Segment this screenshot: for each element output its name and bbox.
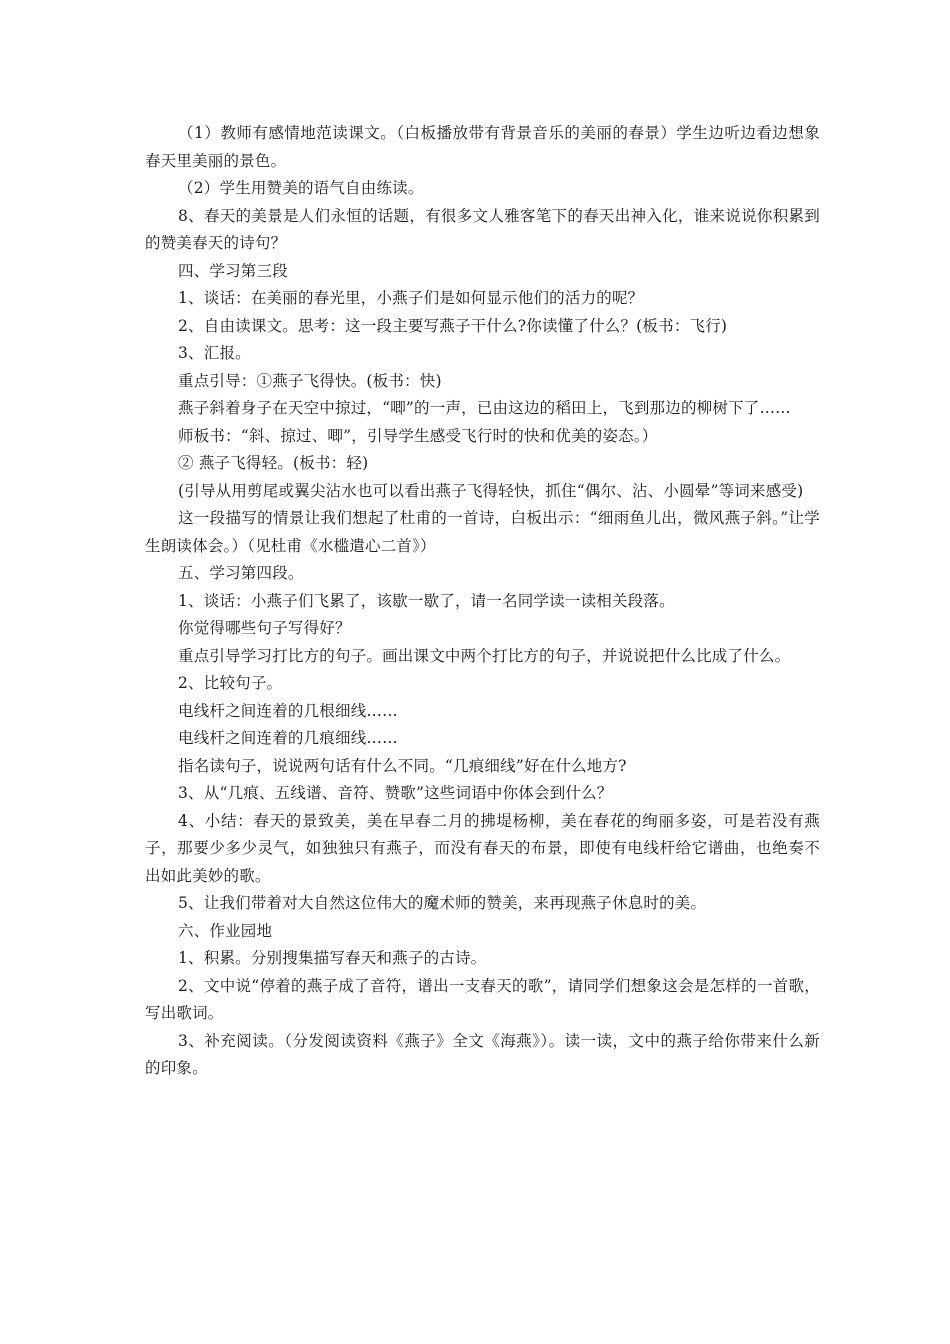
paragraph: 2、文中说“停着的燕子成了音符，谱出一支春天的歌”，请同学们想象这会是怎样的一首歌，写出歌词。 [145,976,820,1022]
paragraph: ② 燕子飞得轻。(板书：轻) [178,454,369,472]
section-heading: 六、作业园地 [178,921,273,940]
paragraph: （2）学生用赞美的语气自由练读。 [178,179,424,197]
paragraph: 4、小结：春天的景致美，美在早春二月的拂堤杨柳，美在春花的绚丽多姿，可是若没有燕子，那要少多少灵气，如独独只有燕子，而没有春天的布景，即使有电线杆给它谱曲，也绝奏不出如此美妙的歌。 [145,811,820,885]
paragraph: 指名读句子，说说两句话有什么不同。“几痕细线”好在什么地方? [178,756,627,775]
paragraph: 8、春天的美景是人们永恒的话题，有很多文人雅客笔下的春天出神入化，谁来说说你积累到的赞美春天的诗句？ [145,206,820,252]
paragraph: 5、让我们带着对大自然这位伟大的魔术师的赞美，来再现燕子休息时的美。 [178,894,707,912]
paragraph: 1、积累。分别搜集描写春天和燕子的古诗。 [178,949,487,967]
paragraph: 这一段描写的情景让我们想起了杜甫的一首诗，白板出示：“细雨鱼儿出，微风燕子斜。”让学生朗读体会。）（见杜甫《水槛遣心二首》） [145,509,820,555]
paragraph: 电线杆之间连着的几痕细线…… [178,729,398,747]
paragraph: （1）教师有感情地范读课文。（白板播放带有背景音乐的美丽的春景）学生边听边看边想象春天里美丽的景色。 [145,124,820,170]
paragraph: 3、补充阅读。（分发阅读资料《燕子》全文《海燕》）。读一读，文中的燕子给你带来什么新的印象。 [145,1031,820,1077]
paragraph: (引导从用剪尾或翼尖沾水也可以看出燕子飞得轻快，抓住“偶尔、沾、小圆晕”等词来感受) [178,481,804,500]
section-heading: 四、学习第三段 [178,261,288,280]
paragraph: 2、自由读课文。思考：这一段主要写燕子干什么?你读懂了什么？(板书：飞行) [178,316,728,335]
paragraph: 燕子斜着身子在天空中掠过，“唧”的一声，已由这边的稻田上，飞到那边的柳树下了…… [178,399,791,417]
paragraph: 1、谈话：小燕子们飞累了，该歇一歇了，请一名同学读一读相关段落。 [178,591,675,610]
paragraph: 重点引导：①燕子飞得快。(板书：快) [178,371,442,390]
paragraph: 电线杆之间连着的几根细线…… [178,701,398,720]
section-heading: 五、学习第四段。 [178,564,304,582]
paragraph: 3、汇报。 [178,344,251,362]
paragraph: 1、谈话：在美丽的春光里，小燕子们是如何显示他们的活力的呢？ [178,289,644,307]
paragraph: 2、比较句子。 [178,674,283,692]
paragraph: 师板书：“斜、掠过、唧”，引导学生感受飞行时的快和优美的姿态。） [178,426,658,445]
paragraph: 3、从“几痕、五线谱、音符、赞歌”这些词语中你体会到什么？ [178,784,613,802]
paragraph: 重点引导学习打比方的句子。画出课文中两个打比方的句子，并说说把什么比成了什么。 [178,646,791,665]
paragraph: 你觉得哪些句子写得好？ [178,619,351,637]
document-body [145,120,820,1083]
